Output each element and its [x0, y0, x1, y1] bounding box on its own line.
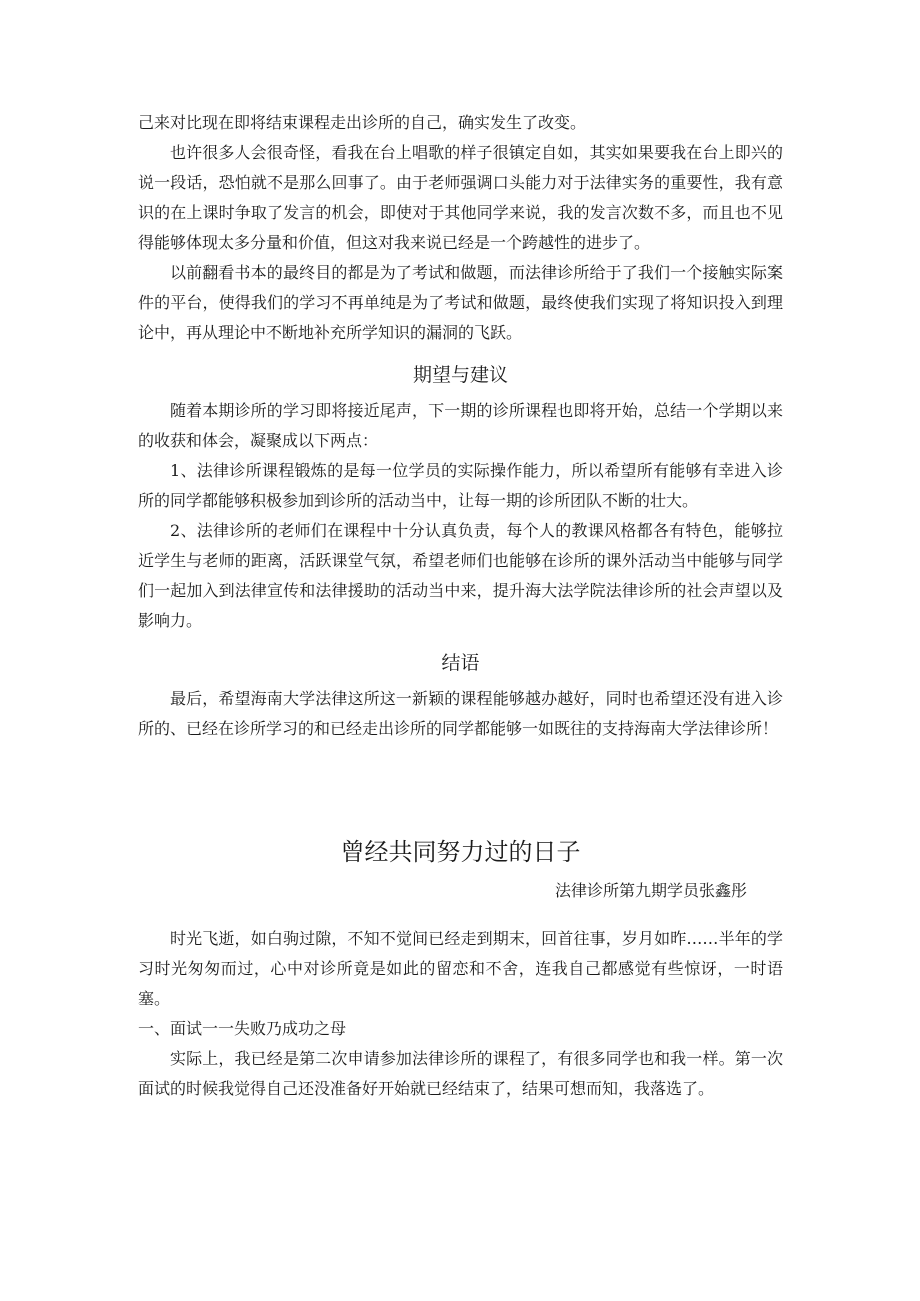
section-heading-expectations: 期望与建议	[412, 364, 508, 386]
paragraph: 2、法律诊所的老师们在课程中十分认真负责，每个人的教课风格都各有特色，能够拉近学生与老师的距离，活跃课堂气氛，希望老师们也能够在诊所的课外活动当中能够与同学们一起加入到法律宣传和法律援助的活动当中来，提升海大法学院法律诊所的社会声望以及影响力。	[138, 521, 783, 630]
document-page	[138, 108, 783, 1104]
paragraph: 以前翻看书本的最终目的都是为了考试和做题，而法律诊所给于了我们一个接触实际案件的平台，使得我们的学习不再单纯是为了考试和做题，最终使我们实现了将知识投入到理论中，再从理论中不断地补充所学知识的漏洞的飞跃。	[138, 263, 783, 342]
article-byline: 法律诊所第九期学员张鑫彤	[554, 881, 747, 900]
paragraph: 最后，希望海南大学法律这所这一新颖的课程能够越办越好，同时也希望还没有进入诊所的、已经在诊所学习的和已经走出诊所的同学都能够一如既往的支持海南大学法律诊所！	[138, 689, 783, 738]
paragraph: 己来对比现在即将结束课程走出诊所的自己，确实发生了改变。	[138, 113, 587, 132]
paragraph: 也许很多人会很奇怪，看我在台上唱歌的样子很镇定自如，其实如果要我在台上即兴的说一段话，恐怕就不是那么回事了。由于老师强调口头能力对于法律实务的重要性，我有意识的在上课时争取了发言的机会，即使对于其他同学来说，我的发言次数不多，而且也不见得能够体现太多分量和价值，但这对我来说已经是一个跨越性的进步了。	[138, 143, 783, 252]
subheading: 一、面试一一失败乃成功之母	[138, 1019, 347, 1038]
paragraph: 时光飞逝，如白驹过隙，不知不觉间已经走到期末，回首往事，岁月如昨……半年的学习时光匆匆而过，心中对诊所竟是如此的留恋和不舍，连我自己都感觉有些惊讶，一时语塞。	[138, 929, 783, 1008]
paragraph: 实际上，我已经是第二次申请参加法律诊所的课程了，有很多同学也和我一样。第一次面试的时候我觉得自己还没准备好开始就已经结束了，结果可想而知，我落选了。	[138, 1049, 783, 1098]
spacer	[138, 744, 783, 832]
article-title: 曾经共同努力过的日子	[340, 838, 581, 866]
paragraph: 随着本期诊所的学习即将接近尾声，下一期的诊所课程也即将开始，总结一个学期以来的收获和体会，凝聚成以下两点：	[138, 401, 783, 450]
section-heading-conclusion: 结语	[441, 652, 480, 674]
paragraph: 1、法律诊所课程锻炼的是每一位学员的实际操作能力，所以希望所有能够有幸进入诊所的同学都能够积极参加到诊所的活动当中，让每一期的诊所团队不断的壮大。	[138, 461, 783, 510]
